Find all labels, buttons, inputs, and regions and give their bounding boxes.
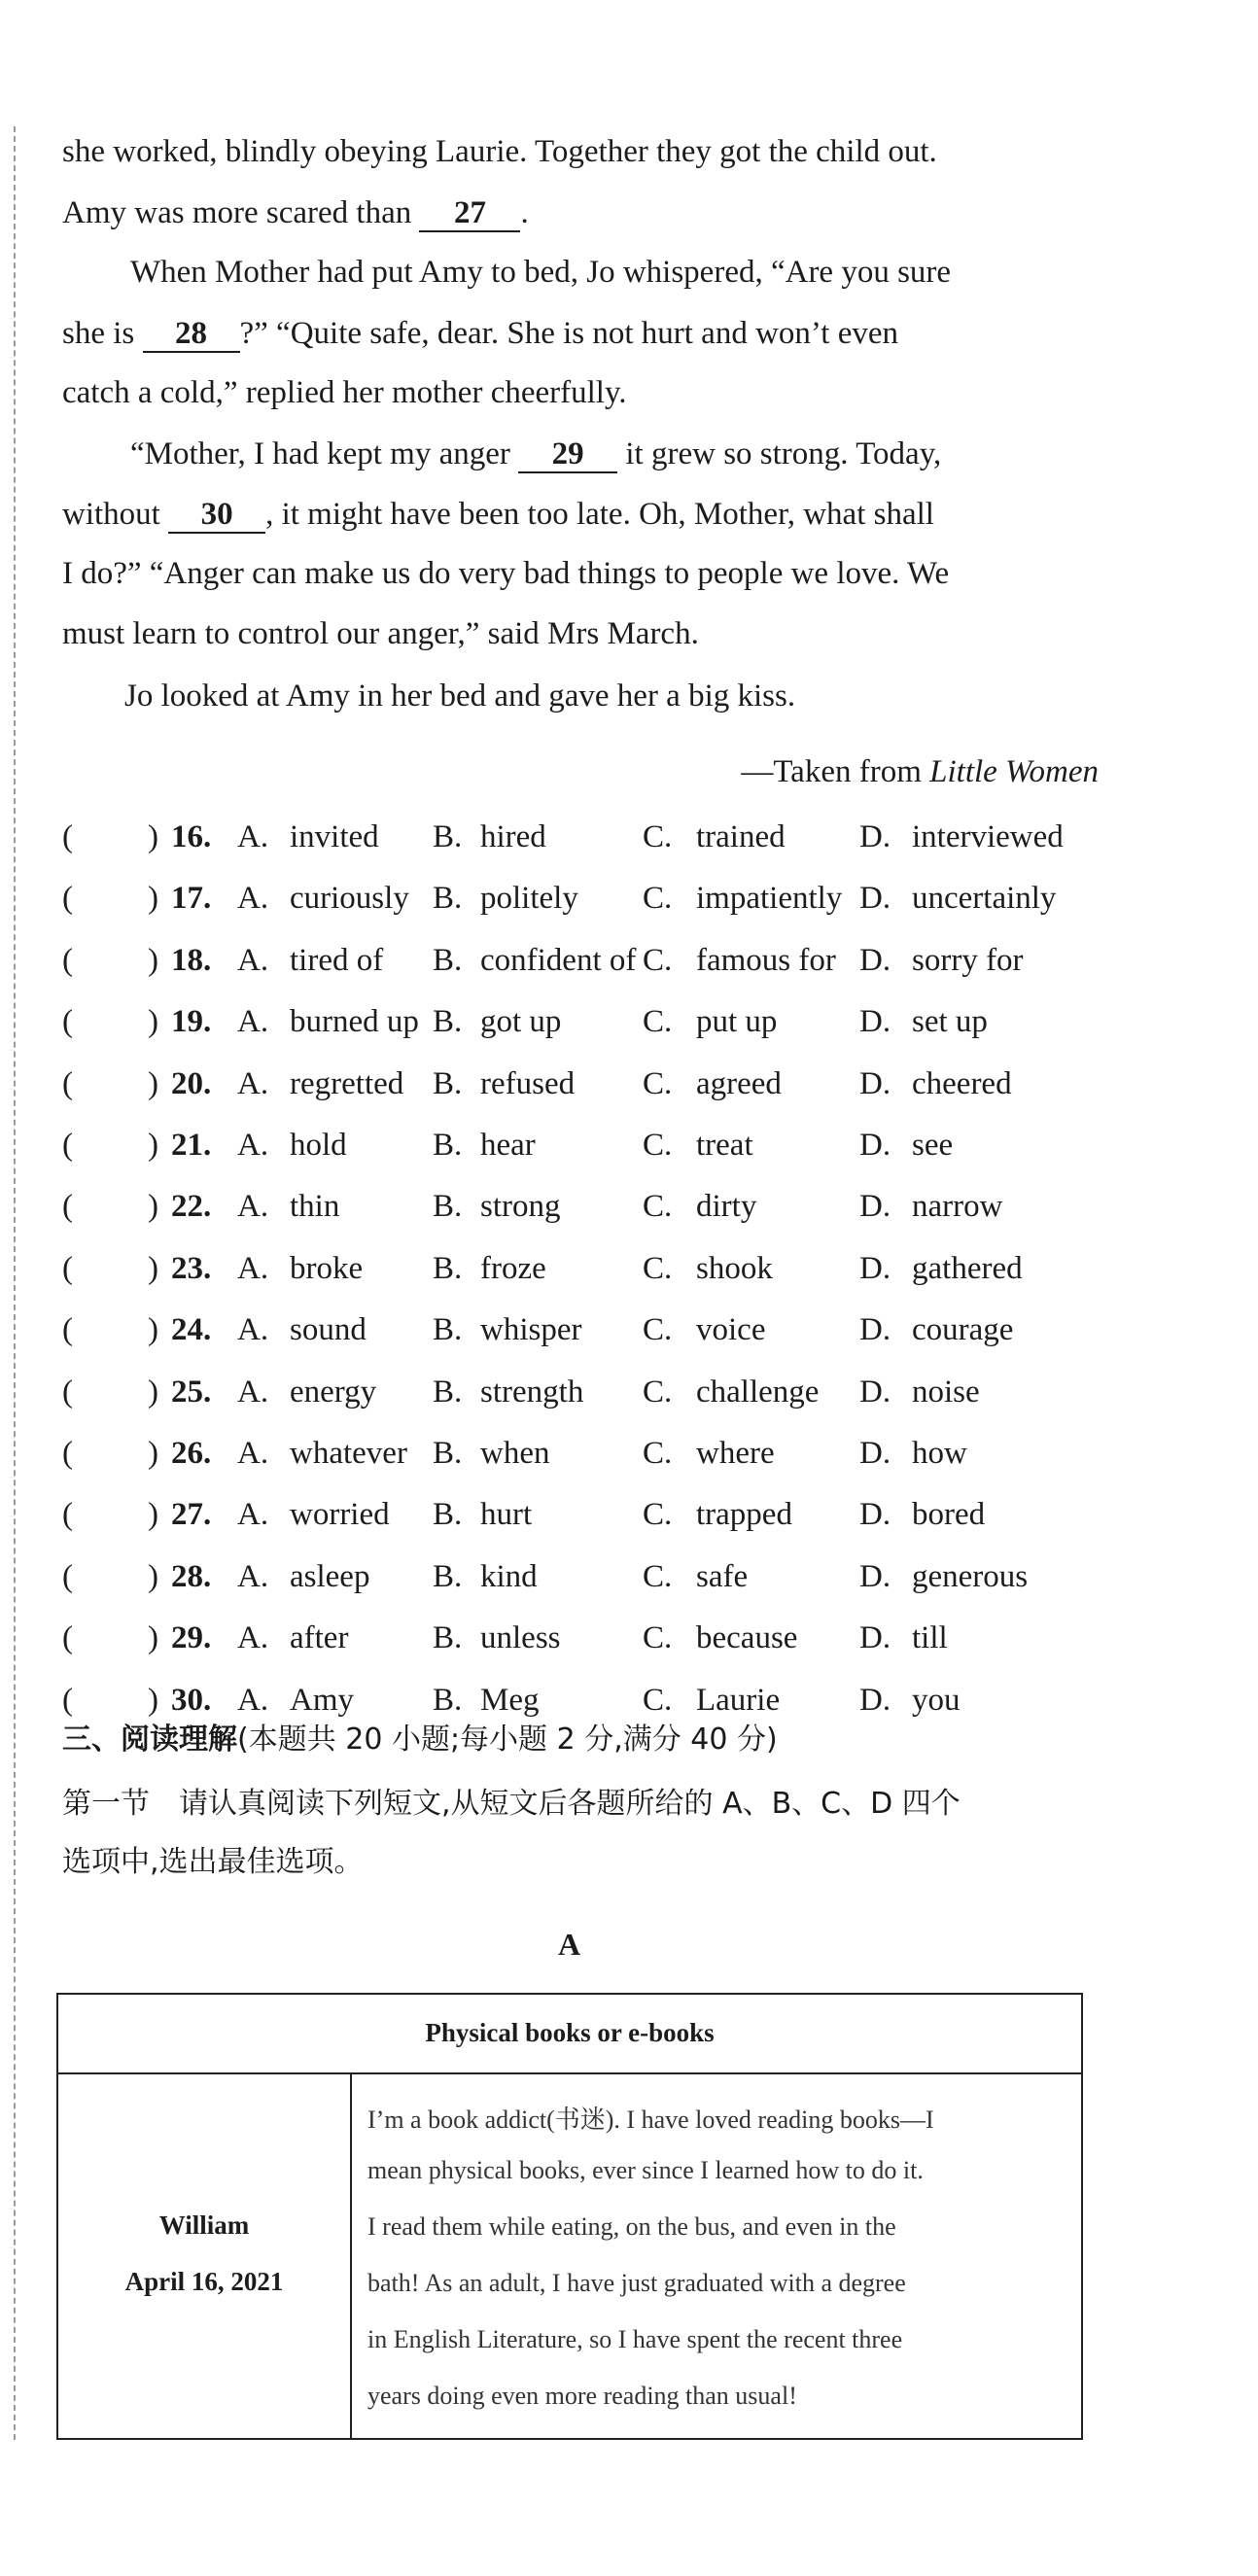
paren-left[interactable]: (	[62, 1128, 73, 1163]
question-number: 26.	[171, 1436, 212, 1471]
author-name: William	[158, 2210, 250, 2240]
passage-line	[130, 437, 941, 473]
option-letter-d: D.	[859, 1128, 891, 1163]
option-row	[62, 881, 1093, 920]
question-number: 28.	[171, 1558, 212, 1594]
blank-29: 29	[518, 437, 617, 473]
option-b: confident of	[480, 942, 637, 978]
source-prefix: —Taken from	[741, 754, 930, 789]
option-a: asleep	[290, 1558, 370, 1594]
section-title: 三、阅读理解	[62, 1723, 237, 1757]
option-c: famous for	[696, 942, 836, 978]
option-d: noise	[912, 1374, 980, 1410]
option-c: treat	[696, 1128, 753, 1163]
option-c: voice	[696, 1312, 766, 1348]
paren-left[interactable]: (	[62, 1620, 73, 1656]
passage-line	[62, 196, 529, 232]
option-letter-d: D.	[859, 819, 891, 854]
option-row	[62, 1066, 1093, 1105]
option-letter-a: A.	[237, 1374, 269, 1410]
option-b: hear	[480, 1128, 536, 1163]
option-d: you	[912, 1682, 961, 1718]
paren-right: )	[148, 1620, 158, 1656]
option-letter-c: C.	[643, 1250, 673, 1286]
option-b: refused	[480, 1065, 576, 1101]
option-row	[62, 1251, 1093, 1290]
post-date: April 16, 2021	[124, 2267, 284, 2296]
passage-text: without	[62, 497, 169, 532]
paren-left[interactable]: (	[62, 1250, 73, 1286]
passage-text: she is	[62, 316, 143, 351]
option-d: narrow	[912, 1189, 1003, 1225]
question-number: 16.	[171, 819, 212, 854]
option-letter-c: C.	[643, 1558, 673, 1594]
passage-line: she worked, blindly obeying Laurie. Together they got the child out.	[62, 134, 937, 169]
option-letter-c: C.	[643, 1004, 673, 1040]
option-letter-a: A.	[237, 1004, 269, 1040]
paren-right: )	[148, 942, 158, 978]
passage-text: Amy was more scared than	[62, 195, 420, 230]
option-d: gathered	[912, 1250, 1023, 1286]
paren-left[interactable]: (	[62, 1682, 73, 1718]
section-note: (本题共 20 小题;每小题 2 分,满分 40 分)	[237, 1723, 778, 1757]
option-b: strength	[480, 1374, 584, 1410]
option-letter-b: B.	[433, 1682, 463, 1718]
option-b: Meg	[480, 1682, 540, 1718]
instruction-line: 选项中,选出最佳选项。	[62, 1845, 364, 1879]
option-b: strong	[480, 1189, 561, 1225]
option-d: how	[912, 1436, 967, 1471]
table-header	[58, 1995, 1081, 2074]
option-letter-b: B.	[433, 1004, 463, 1040]
option-a: hold	[290, 1128, 347, 1163]
option-letter-d: D.	[859, 1497, 891, 1533]
option-letter-d: D.	[859, 1558, 891, 1594]
option-c: safe	[696, 1558, 749, 1594]
source-title: Little Women	[929, 754, 1099, 789]
option-a: whatever	[290, 1436, 407, 1471]
option-letter-d: D.	[859, 1250, 891, 1286]
option-d: set up	[912, 1004, 988, 1040]
binding-dashed-line	[14, 126, 16, 2440]
post-line: in English Literature, so I have spent the recent three	[367, 2325, 903, 2353]
option-row	[62, 819, 1093, 858]
paren-left[interactable]: (	[62, 1312, 73, 1348]
question-number: 30.	[171, 1682, 212, 1718]
option-letter-a: A.	[237, 1436, 269, 1471]
option-letter-b: B.	[433, 1065, 463, 1101]
option-c: where	[696, 1436, 775, 1471]
paren-left[interactable]: (	[62, 1189, 73, 1225]
option-letter-d: D.	[859, 1436, 891, 1471]
option-a: burned up	[290, 1004, 419, 1040]
option-c: trained	[696, 819, 786, 854]
option-letter-c: C.	[643, 1374, 673, 1410]
passage-line	[62, 317, 898, 353]
post-line: years doing even more reading than usual!	[367, 2382, 797, 2410]
passage-line: catch a cold,” replied her mother cheerfully.	[62, 375, 627, 410]
paren-right: )	[148, 1250, 158, 1286]
option-a: broke	[290, 1250, 364, 1286]
option-letter-c: C.	[643, 819, 673, 854]
option-b: kind	[480, 1558, 538, 1594]
option-letter-d: D.	[859, 1004, 891, 1040]
paren-right: )	[148, 1497, 158, 1533]
option-b: politely	[480, 881, 578, 917]
option-letter-c: C.	[643, 1189, 673, 1225]
option-d: courage	[912, 1312, 1014, 1348]
option-a: regretted	[290, 1065, 404, 1101]
option-letter-d: D.	[859, 1065, 891, 1101]
option-a: tired of	[290, 942, 384, 978]
option-letter-a: A.	[237, 1497, 269, 1533]
option-letter-c: C.	[643, 1436, 673, 1471]
paren-right: )	[148, 1682, 158, 1718]
option-letter-b: B.	[433, 1312, 463, 1348]
paren-right: )	[148, 1374, 158, 1410]
option-b: hurt	[480, 1497, 533, 1533]
paren-right: )	[148, 1189, 158, 1225]
option-letter-c: C.	[643, 942, 673, 978]
option-letter-a: A.	[237, 1250, 269, 1286]
option-a: invited	[290, 819, 379, 854]
passage-line: When Mother had put Amy to bed, Jo whispered, “Are you sure	[130, 255, 952, 290]
option-letter-b: B.	[433, 1436, 463, 1471]
article-table	[56, 1993, 1083, 2440]
question-number: 27.	[171, 1497, 212, 1533]
passage-text: ?” “Quite safe, dear. She is not hurt and won’t even	[239, 316, 899, 351]
paren-right: )	[148, 881, 158, 917]
option-letter-a: A.	[237, 1682, 269, 1718]
question-number: 24.	[171, 1312, 212, 1348]
blank-27: 27	[419, 196, 520, 232]
passage-text: .	[520, 195, 529, 230]
question-number: 25.	[171, 1374, 212, 1410]
option-d: bored	[912, 1497, 986, 1533]
option-letter-a: A.	[237, 1128, 269, 1163]
option-row	[62, 1436, 1093, 1475]
option-letter-b: B.	[433, 819, 463, 854]
option-letter-c: C.	[643, 1620, 673, 1656]
question-number: 22.	[171, 1189, 212, 1225]
question-number: 18.	[171, 942, 212, 978]
option-letter-d: D.	[859, 1374, 891, 1410]
option-row	[62, 1004, 1093, 1043]
passage-source	[741, 754, 1099, 790]
option-letter-b: B.	[433, 1189, 463, 1225]
option-row	[62, 1375, 1093, 1413]
option-letter-d: D.	[859, 1620, 891, 1656]
passage-text: it grew so strong. Today,	[617, 436, 942, 471]
option-c: dirty	[696, 1189, 757, 1225]
option-d: see	[912, 1128, 954, 1163]
post-line: I’m a book addict(书迷). I have loved reading books—I	[367, 2106, 934, 2134]
question-number: 29.	[171, 1620, 212, 1656]
option-letter-a: A.	[237, 1065, 269, 1101]
paren-right: )	[148, 1065, 158, 1101]
option-letter-d: D.	[859, 1312, 891, 1348]
option-letter-d: D.	[859, 942, 891, 978]
option-c: trapped	[696, 1497, 792, 1533]
paren-right: )	[148, 819, 158, 854]
paren-right: )	[148, 1128, 158, 1163]
option-a: sound	[290, 1312, 367, 1348]
option-letter-b: B.	[433, 1620, 463, 1656]
blank-30: 30	[168, 498, 265, 534]
option-letter-b: B.	[433, 942, 463, 978]
paren-left[interactable]: (	[62, 1497, 73, 1533]
post-line: bath! As an adult, I have just graduated with a degree	[367, 2269, 906, 2297]
option-letter-c: C.	[643, 881, 673, 917]
section-heading	[62, 1715, 778, 1758]
question-number: 21.	[171, 1128, 212, 1163]
option-letter-c: C.	[643, 1682, 673, 1718]
option-letter-c: C.	[643, 1065, 673, 1101]
passage-line: Jo looked at Amy in her bed and gave her a big kiss.	[124, 679, 796, 714]
table-title: Physical books or e-books	[425, 2018, 715, 2047]
option-d: sorry for	[912, 942, 1024, 978]
option-row	[62, 1189, 1093, 1228]
option-c: put up	[696, 1004, 778, 1040]
paren-right: )	[148, 1312, 158, 1348]
option-letter-d: D.	[859, 881, 891, 917]
option-a: worried	[290, 1497, 390, 1533]
option-b: froze	[480, 1250, 546, 1286]
option-row	[62, 1312, 1093, 1351]
option-b: whisper	[480, 1312, 582, 1348]
option-c: challenge	[696, 1374, 820, 1410]
option-d: generous	[912, 1558, 1029, 1594]
paren-left[interactable]: (	[62, 1065, 73, 1101]
option-letter-a: A.	[237, 1312, 269, 1348]
post-line: I read them while eating, on the bus, and even in the	[367, 2212, 896, 2241]
author-cell	[58, 2074, 350, 2440]
instruction-line: 第一节 请认真阅读下列短文,从短文后各题所给的 A、B、C、D 四个	[62, 1787, 961, 1821]
option-letter-a: A.	[237, 1189, 269, 1225]
option-letter-a: A.	[237, 819, 269, 854]
option-row	[62, 1497, 1093, 1536]
option-d: uncertainly	[912, 881, 1057, 917]
option-letter-c: C.	[643, 1128, 673, 1163]
option-d: interviewed	[912, 819, 1064, 854]
option-letter-a: A.	[237, 942, 269, 978]
option-row	[62, 1559, 1093, 1598]
option-letter-a: A.	[237, 1558, 269, 1594]
option-a: Amy	[290, 1682, 354, 1718]
option-letter-b: B.	[433, 1128, 463, 1163]
option-c: Laurie	[696, 1682, 781, 1718]
option-c: shook	[696, 1250, 773, 1286]
passage-label: A	[558, 1927, 581, 1962]
option-row	[62, 943, 1093, 982]
option-b: hired	[480, 819, 546, 854]
option-letter-b: B.	[433, 1497, 463, 1533]
paren-left[interactable]: (	[62, 819, 73, 854]
option-b: when	[480, 1436, 550, 1471]
table-divider	[350, 2074, 352, 2438]
option-d: till	[912, 1620, 948, 1656]
paren-right: )	[148, 1558, 158, 1594]
option-a: curiously	[290, 881, 409, 917]
paren-right: )	[148, 1436, 158, 1471]
option-letter-d: D.	[859, 1189, 891, 1225]
option-letter-a: A.	[237, 1620, 269, 1656]
question-number: 23.	[171, 1250, 212, 1286]
option-letter-b: B.	[433, 1374, 463, 1410]
option-c: agreed	[696, 1065, 782, 1101]
option-letter-b: B.	[433, 881, 463, 917]
option-row	[62, 1620, 1093, 1659]
passage-text: , it might have been too late. Oh, Mother, what shall	[265, 497, 934, 532]
post-line: mean physical books, ever since I learned how to do it.	[367, 2156, 924, 2184]
option-c: because	[696, 1620, 798, 1656]
passage-line: I do?” “Anger can make us do very bad things to people we love. We	[62, 556, 950, 591]
option-letter-a: A.	[237, 881, 269, 917]
passage-line: must learn to control our anger,” said Mrs March.	[62, 616, 699, 651]
option-row	[62, 1128, 1093, 1166]
option-letter-b: B.	[433, 1558, 463, 1594]
option-letter-b: B.	[433, 1250, 463, 1286]
option-a: thin	[290, 1189, 340, 1225]
question-number: 17.	[171, 881, 212, 917]
paren-left[interactable]: (	[62, 1004, 73, 1040]
option-letter-c: C.	[643, 1312, 673, 1348]
option-d: cheered	[912, 1065, 1012, 1101]
blank-28: 28	[143, 317, 240, 353]
paren-left[interactable]: (	[62, 1436, 73, 1471]
question-number: 20.	[171, 1065, 212, 1101]
option-b: got up	[480, 1004, 562, 1040]
option-letter-c: C.	[643, 1497, 673, 1533]
paren-left[interactable]: (	[62, 942, 73, 978]
passage-line	[62, 498, 934, 534]
option-b: unless	[480, 1620, 561, 1656]
question-number: 19.	[171, 1004, 212, 1040]
option-c: impatiently	[696, 881, 843, 917]
option-a: energy	[290, 1374, 377, 1410]
option-a: after	[290, 1620, 349, 1656]
passage-text: “Mother, I had kept my anger	[130, 436, 519, 471]
paren-right: )	[148, 1004, 158, 1040]
paren-left[interactable]: (	[62, 1374, 73, 1410]
paren-left[interactable]: (	[62, 1558, 73, 1594]
option-letter-d: D.	[859, 1682, 891, 1718]
paren-left[interactable]: (	[62, 881, 73, 917]
